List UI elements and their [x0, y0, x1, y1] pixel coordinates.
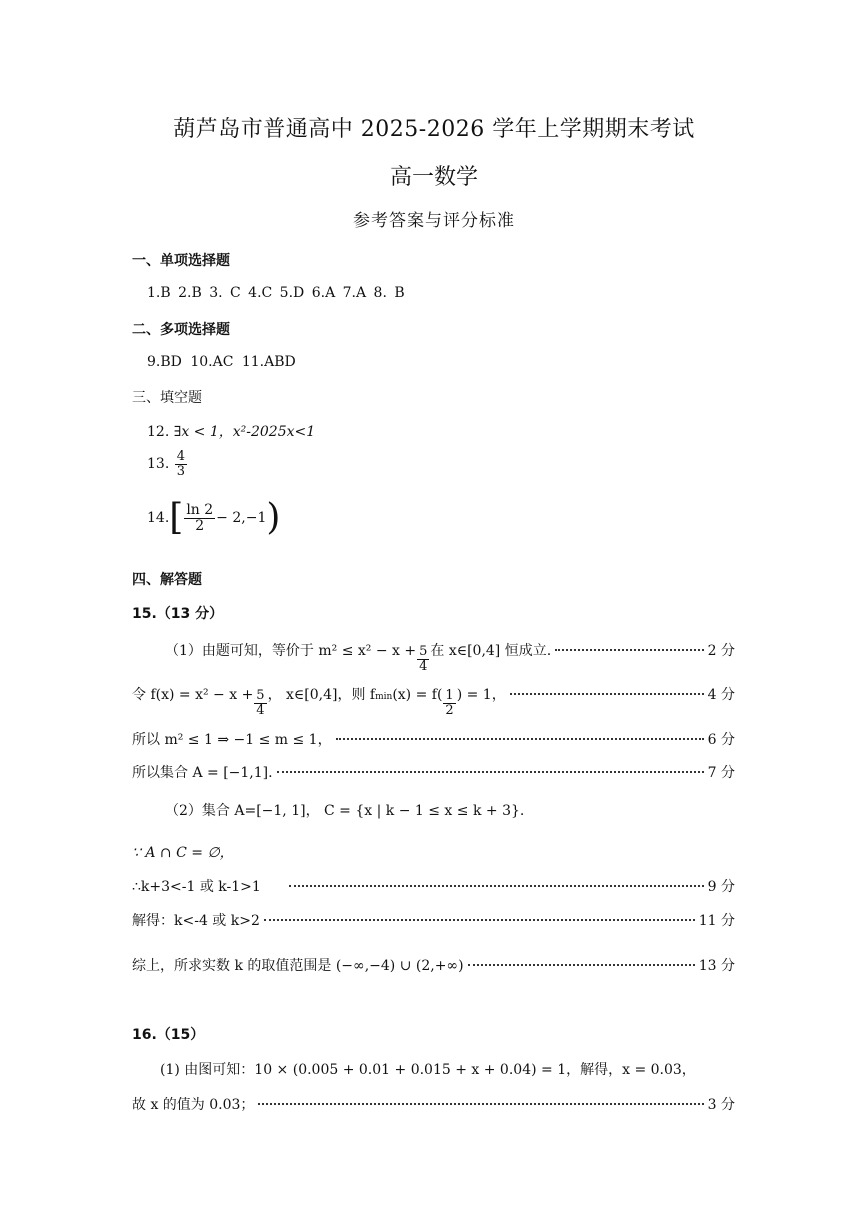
q15-l1-num: 5 [419, 644, 428, 659]
exam-title: 葫芦岛市普通高中 2025-2026 学年上学期期末考试 [173, 117, 695, 142]
q16-l2-score: 3 分 [707, 1097, 735, 1113]
q15-l2-num: 5 [256, 688, 265, 703]
q15-l2-fraction2 [443, 689, 455, 717]
q15-l3-score: 6 分 [707, 732, 735, 748]
q12-answer [147, 421, 315, 441]
q15-l1-text-a: （1）由题可知，等价于 m² ≤ x² − x + [165, 643, 417, 659]
right-paren: ) [266, 497, 281, 538]
q15-l2-den2: 2 [445, 702, 454, 718]
q15-heading: 15.（13 分） [132, 606, 224, 622]
q15-line5: （2）集合 A=[−1, 1]， C = {x | k − 1 ≤ x ≤ k + 3}. [165, 803, 525, 819]
q15-line1 [165, 640, 735, 673]
q16-heading: 16.（15） [132, 1027, 205, 1043]
leader-dots [277, 771, 704, 773]
q14-numerator: ln 2 [186, 501, 214, 518]
answer-key-subtitle: 参考答案与评分标准 [353, 211, 515, 231]
q15-l9-score: 13 分 [698, 958, 735, 974]
subject-title: 高一数学 [389, 165, 478, 190]
q15-l2-text-c: (x) = f( [392, 687, 443, 703]
q16-l2-text: 故 x 的值为 0.03； [132, 1097, 255, 1113]
left-bracket: [ [169, 497, 184, 538]
q15-l2-text-d: ) = 1， [456, 687, 506, 703]
q12-body: ∃x < 1，x²-2025x<1 [173, 424, 316, 440]
leader-dots [555, 649, 703, 651]
q16-line2 [132, 1094, 735, 1114]
q15-l7-score: 9 分 [707, 879, 735, 895]
q15-l1-den: 4 [419, 658, 428, 674]
q15-l2-fraction [254, 689, 266, 717]
multi-choice-answers: 9.BD 10.AC 11.ABD [147, 354, 296, 370]
q15-l4-score: 7 分 [707, 765, 735, 781]
leader-dots [510, 693, 704, 695]
q15-l2-text-b: ， x∈[0,4]，则 f [267, 687, 376, 703]
q15-l8-score: 11 分 [698, 913, 735, 929]
q14-answer [147, 497, 281, 538]
q12-number: 12. [147, 424, 170, 440]
section-solution-heading: 四、解答题 [132, 572, 202, 588]
q15-l2-num2: 1 [445, 688, 454, 703]
leader-dots [258, 1103, 703, 1105]
q15-l8-text: 解得：k<-4 或 k>2 [132, 913, 260, 929]
q13-answer [147, 450, 188, 478]
q15-line9 [132, 955, 735, 975]
q15-l1-text-b: 在 x∈[0,4] 恒成立. [430, 643, 552, 659]
q15-l2-den: 4 [256, 702, 265, 718]
q15-l2-sub: min [375, 692, 393, 702]
q15-line4 [132, 762, 735, 782]
section-multi-choice-heading: 二、多项选择题 [132, 322, 230, 338]
single-choice-answers: 1.B 2.B 3. C 4.C 5.D 6.A 7.A 8. B [147, 285, 405, 301]
q14-denominator: 2 [195, 517, 205, 534]
q15-line2 [132, 684, 735, 717]
section-fill-blank-heading: 三、填空题 [132, 390, 202, 406]
q15-line8 [132, 910, 735, 930]
q14-number: 14. [147, 510, 170, 526]
q13-numerator: 4 [176, 449, 185, 464]
q15-l2-text-a: 令 f(x) = x² − x + [132, 687, 254, 703]
q15-l9-text: 综上，所求实数 k 的取值范围是 (−∞,−4) ∪ (2,+∞) [132, 958, 464, 974]
q16-line1: (1) 由图可知：10 × (0.005 + 0.01 + 0.015 + x + 0.04) = 1，解得，x = 0.03， [160, 1062, 696, 1078]
q13-fraction [175, 450, 187, 478]
section-single-choice-heading: 一、单项选择题 [132, 253, 230, 269]
q13-number: 13. [147, 456, 170, 473]
q15-l4-text: 所以集合 A = [−1,1]. [132, 765, 273, 781]
q13-denominator: 3 [176, 463, 185, 479]
leader-dots [336, 738, 704, 740]
leader-dots [468, 964, 695, 966]
q15-line6: ∵ A ∩ C = ∅， [132, 845, 234, 861]
q14-rest: − 2,−1 [216, 510, 267, 526]
q15-l7-text: ∴k+3<-1 或 k-1>1 [132, 879, 261, 895]
q15-l3-text: 所以 m² ≤ 1 ⇒ −1 ≤ m ≤ 1， [132, 732, 332, 748]
q15-line3 [132, 729, 735, 749]
q15-l2-score: 4 分 [707, 687, 735, 703]
leader-dots [289, 885, 704, 887]
q14-fraction [184, 503, 215, 533]
q15-l1-fraction [417, 645, 429, 673]
q15-line7 [132, 876, 735, 896]
leader-dots [264, 919, 695, 921]
q15-l1-score: 2 分 [707, 643, 735, 659]
